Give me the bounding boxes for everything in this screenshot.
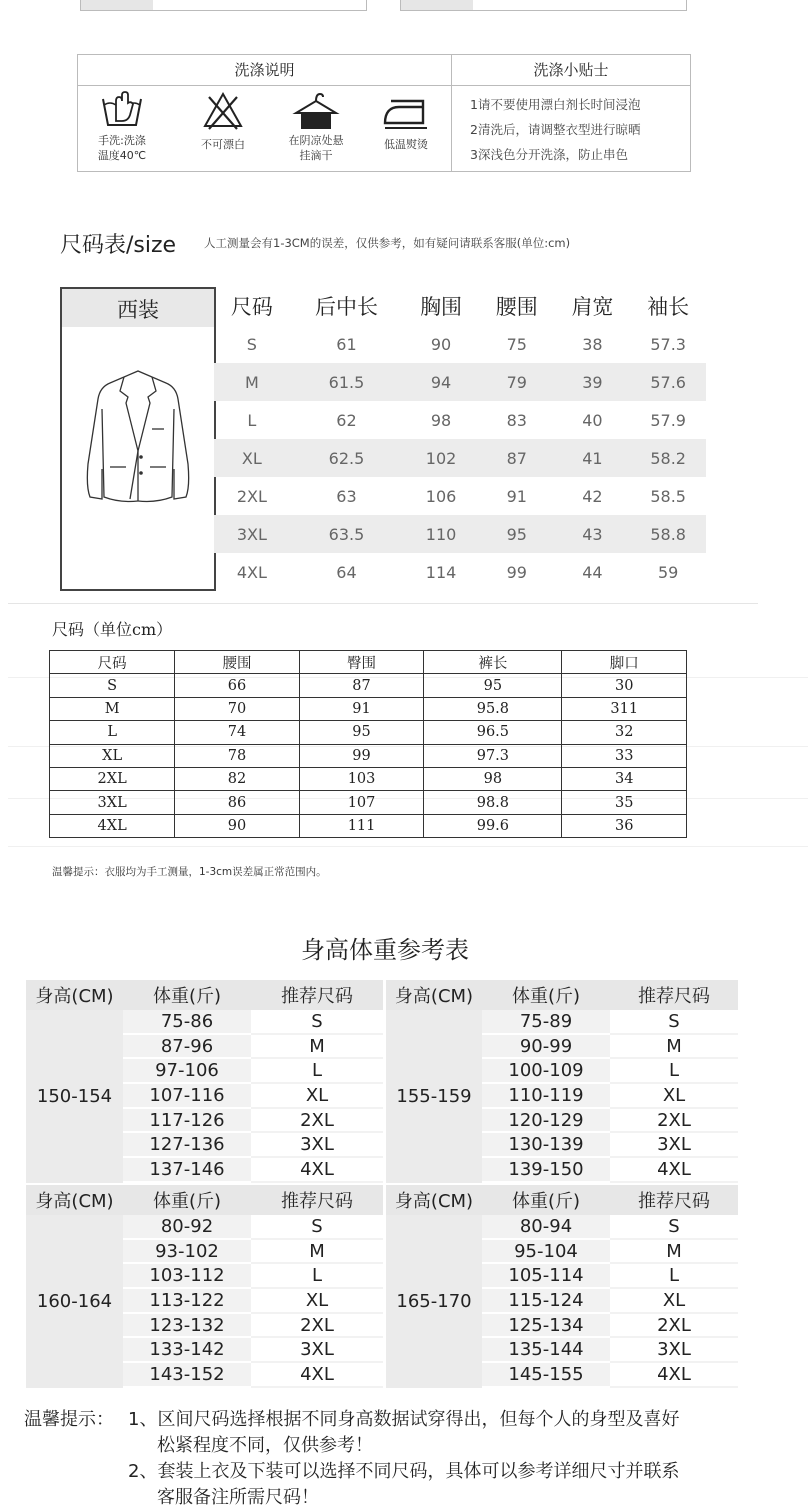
note-item-2-line-1: 2、套装上衣及下装可以选择不同尺码，具体可以参考详细尺寸并联系 <box>128 1461 680 1482</box>
table-header-cell: 脚口 <box>562 651 687 674</box>
table-cell: 57.6 <box>630 363 706 401</box>
table-cell: 62.5 <box>290 439 404 477</box>
table-cell: 2XL <box>236 486 267 506</box>
size-cell: 3XL <box>610 1133 738 1158</box>
weight-cell: 97-106 <box>123 1059 251 1084</box>
table-cell: 35 <box>562 791 687 814</box>
table-cell: 64 <box>336 562 357 582</box>
table-row <box>214 439 706 477</box>
table-cell: 61.5 <box>290 363 404 401</box>
table-row <box>214 477 706 515</box>
table-cell: XL <box>50 744 175 767</box>
table-cell: 83 <box>506 410 527 430</box>
height-range-cell: 165-170 <box>386 1215 482 1388</box>
height-weight-table <box>386 980 738 1183</box>
wash-icon-label: 手洗:洗涤 <box>98 134 146 147</box>
table-cell: 98 <box>430 410 452 430</box>
table-cell: 79 <box>479 363 555 401</box>
weight-cell: 95-104 <box>482 1240 610 1265</box>
table-cell: 44 <box>582 562 603 582</box>
note-item-2-line-2: 客服备注所需尺码！ <box>157 1487 319 1508</box>
table-cell: 82 <box>175 767 300 790</box>
table-cell: 41 <box>555 439 631 477</box>
weight-cell: 103-112 <box>123 1264 251 1289</box>
weight-cell: 125-134 <box>482 1314 610 1339</box>
wash-divider <box>451 55 452 171</box>
table-row <box>50 767 687 790</box>
pants-table-title: 尺码（单位cm） <box>52 620 173 639</box>
table-cell: 97.3 <box>424 744 562 767</box>
table-cell: S <box>246 334 257 354</box>
weight-cell: 113-122 <box>123 1289 251 1314</box>
table-row <box>50 721 687 744</box>
weight-cell: 107-116 <box>123 1084 251 1109</box>
height-range-cell: 150-154 <box>26 1010 123 1183</box>
table-row <box>214 401 706 439</box>
weight-cell: 105-114 <box>482 1264 610 1289</box>
wash-header-left: 洗涤说明 <box>78 55 451 86</box>
table-cell: 95.8 <box>424 697 562 720</box>
weight-cell: 139-150 <box>482 1158 610 1183</box>
suit-size-table <box>214 287 706 591</box>
size-cell: 4XL <box>610 1363 738 1388</box>
size-table-title: 尺码表/size <box>60 233 177 258</box>
table-cell: 91 <box>299 697 424 720</box>
table-cell: 58.8 <box>630 515 706 553</box>
table-row <box>214 553 706 591</box>
low-iron-icon <box>381 91 431 131</box>
table-cell: 95 <box>299 721 424 744</box>
size-cell: S <box>251 1010 383 1035</box>
table-header-row <box>26 980 383 1010</box>
size-cell: XL <box>251 1289 383 1314</box>
table-cell: 99 <box>299 744 424 767</box>
table-row <box>50 697 687 720</box>
size-cell: M <box>610 1240 738 1265</box>
weight-cell: 130-139 <box>482 1133 610 1158</box>
size-cell: XL <box>610 1289 738 1314</box>
table-row <box>214 325 706 363</box>
weight-cell: 93-102 <box>123 1240 251 1265</box>
weight-cell: 75-89 <box>482 1010 610 1035</box>
table-cell: 90 <box>175 814 300 837</box>
weight-cell: 110-119 <box>482 1084 610 1109</box>
table-header-cell: 袖长 <box>647 295 690 319</box>
note-item-1-line-2: 松紧程度不同，仅供参考！ <box>157 1435 373 1456</box>
pants-table-note: 温馨提示：衣服均为手工测量，1-3cm误差属正常范围内。 <box>52 866 327 878</box>
table-cell: 57.3 <box>650 334 686 354</box>
table-cell: 4XL <box>236 562 267 582</box>
table-header-row <box>50 651 687 674</box>
note-item-1-line-1: 1、区间尺码选择根据不同身高数据试穿得出，但每个人的身型及喜好 <box>128 1409 680 1430</box>
table-cell: 70 <box>175 697 300 720</box>
size-cell: 2XL <box>251 1314 383 1339</box>
table-cell: 106 <box>425 486 457 506</box>
table-cell: M <box>50 697 175 720</box>
table-header-cell: 身高(CM) <box>386 980 482 1010</box>
wash-instructions-box <box>77 54 691 172</box>
size-cell: 2XL <box>610 1314 738 1339</box>
table-row <box>26 1010 383 1035</box>
table-header-cell: 胸围 <box>420 295 463 319</box>
wash-icon-label: 在阴凉处悬 <box>288 134 344 147</box>
size-cell: M <box>610 1035 738 1060</box>
table-cell: 311 <box>562 697 687 720</box>
table-header-cell: 体重(斤) <box>123 980 251 1010</box>
note-row <box>24 1485 319 1511</box>
table-header-row <box>214 287 706 325</box>
table-row <box>26 1215 383 1240</box>
table-cell: 61 <box>336 334 357 354</box>
weight-cell: 133-142 <box>123 1338 251 1363</box>
table-row <box>50 791 687 814</box>
table-cell: 94 <box>403 363 479 401</box>
suit-jacket-icon <box>80 369 196 519</box>
table-cell: 107 <box>299 791 424 814</box>
table-cell: 87 <box>479 439 555 477</box>
table-cell: L <box>50 721 175 744</box>
table-header-cell: 体重(斤) <box>482 980 610 1010</box>
section-divider <box>8 603 758 604</box>
table-cell: 103 <box>299 767 424 790</box>
table-header-cell: 裤长 <box>424 651 562 674</box>
table-cell: 40 <box>582 410 603 430</box>
table-cell: 32 <box>562 721 687 744</box>
table-cell: 86 <box>175 791 300 814</box>
size-cell: M <box>251 1035 383 1060</box>
weight-cell: 143-152 <box>123 1363 251 1388</box>
table-row <box>386 1215 738 1240</box>
table-header-cell: 体重(斤) <box>482 1185 610 1215</box>
weight-cell: 137-146 <box>123 1158 251 1183</box>
size-cell: 4XL <box>251 1158 383 1183</box>
height-weight-table <box>26 980 383 1183</box>
wash-header-right: 洗涤小贴士 <box>452 55 690 86</box>
height-range-cell: 155-159 <box>386 1010 482 1183</box>
table-cell: 33 <box>562 744 687 767</box>
size-cell: 3XL <box>251 1133 383 1158</box>
table-cell: XL <box>214 439 290 477</box>
table-cell: 63.5 <box>290 515 404 553</box>
height-range-cell: 160-164 <box>26 1215 123 1388</box>
table-cell: 43 <box>555 515 631 553</box>
table-row <box>214 515 706 553</box>
table-header-cell: 腰围 <box>495 295 538 319</box>
table-header-cell: 肩宽 <box>571 295 614 319</box>
size-cell: S <box>251 1215 383 1240</box>
table-cell: 30 <box>562 674 687 697</box>
table-header-cell: 身高(CM) <box>386 1185 482 1215</box>
table-cell: 58.5 <box>650 486 686 506</box>
table-cell: 42 <box>582 486 603 506</box>
hand-wash-icon <box>100 91 144 131</box>
weight-cell: 115-124 <box>482 1289 610 1314</box>
table-cell: 87 <box>299 674 424 697</box>
size-cell: L <box>610 1264 738 1289</box>
weight-cell: 123-132 <box>123 1314 251 1339</box>
notes-label: 温馨提示： <box>24 1409 114 1430</box>
table-cell: 110 <box>403 515 479 553</box>
table-cell: 102 <box>403 439 479 477</box>
table-cell: 2XL <box>50 767 175 790</box>
table-header-cell: 推荐尺码 <box>251 980 383 1010</box>
size-cell: 3XL <box>251 1338 383 1363</box>
table-header-row <box>386 980 738 1010</box>
table-cell: 95 <box>424 674 562 697</box>
size-cell: L <box>251 1059 383 1084</box>
weight-cell: 127-136 <box>123 1133 251 1158</box>
table-cell: 78 <box>175 744 300 767</box>
table-row <box>50 744 687 767</box>
height-weight-table <box>386 1185 738 1388</box>
wash-icon-label: 不可漂白 <box>201 138 245 151</box>
weight-cell: 80-94 <box>482 1215 610 1240</box>
guide-line <box>8 846 808 847</box>
suit-image-box <box>60 287 216 591</box>
top-cropped-box-right <box>400 0 687 11</box>
table-cell: 59 <box>657 562 679 582</box>
size-cell: 4XL <box>610 1158 738 1183</box>
suit-label: 西装 <box>62 289 214 327</box>
weight-cell: 87-96 <box>123 1035 251 1060</box>
table-cell: 98.8 <box>424 791 562 814</box>
wash-icon-label: 低温熨烫 <box>384 138 428 151</box>
table-cell: 39 <box>555 363 631 401</box>
table-cell: L <box>247 410 257 430</box>
weight-cell: 90-99 <box>482 1035 610 1060</box>
table-cell: 90 <box>430 334 452 354</box>
table-cell: 66 <box>175 674 300 697</box>
table-cell: 58.2 <box>630 439 706 477</box>
wash-tip-2: 2清洗后，请调整衣型进行晾晒 <box>470 122 641 137</box>
size-cell: 4XL <box>251 1363 383 1388</box>
table-header-cell: 尺码 <box>50 651 175 674</box>
size-cell: 3XL <box>610 1338 738 1363</box>
table-cell: 96.5 <box>424 721 562 744</box>
size-cell: XL <box>610 1084 738 1109</box>
size-cell: S <box>610 1215 738 1240</box>
table-cell: 114 <box>425 562 457 582</box>
table-header-row <box>26 1185 383 1215</box>
size-cell: 2XL <box>251 1109 383 1134</box>
table-header-cell: 推荐尺码 <box>610 1185 738 1215</box>
weight-cell: 100-109 <box>482 1059 610 1084</box>
size-cell: L <box>251 1264 383 1289</box>
table-cell: S <box>50 674 175 697</box>
size-cell: S <box>610 1010 738 1035</box>
table-cell: 3XL <box>214 515 290 553</box>
table-cell: 3XL <box>50 791 175 814</box>
weight-cell: 117-126 <box>123 1109 251 1134</box>
table-cell: 95 <box>479 515 555 553</box>
weight-cell: 145-155 <box>482 1363 610 1388</box>
table-cell: 91 <box>506 486 527 506</box>
weight-cell: 75-86 <box>123 1010 251 1035</box>
table-header-cell: 后中长 <box>314 295 378 319</box>
table-header-cell: 身高(CM) <box>26 980 123 1010</box>
size-notes <box>24 1407 680 1511</box>
table-header-cell: 体重(斤) <box>123 1185 251 1215</box>
table-cell: 63 <box>336 486 357 506</box>
table-cell: 75 <box>506 334 527 354</box>
wash-icon-item <box>371 91 441 152</box>
size-cell: 2XL <box>610 1109 738 1134</box>
table-cell: 38 <box>582 334 603 354</box>
table-header-cell: 尺码 <box>230 295 273 319</box>
table-cell: 4XL <box>50 814 175 837</box>
wash-icon-item <box>281 91 351 163</box>
pants-size-table <box>49 650 687 838</box>
hang-dry-shade-icon <box>292 91 340 131</box>
wash-icon-label: 温度40℃ <box>97 149 147 162</box>
table-row <box>214 363 706 401</box>
table-cell: 62 <box>336 410 357 430</box>
height-weight-table <box>26 1185 383 1388</box>
table-cell: 99.6 <box>424 814 562 837</box>
table-header-cell: 腰围 <box>175 651 300 674</box>
table-header-row <box>386 1185 738 1215</box>
table-header-cell: 推荐尺码 <box>610 980 738 1010</box>
table-cell: 34 <box>562 767 687 790</box>
no-bleach-icon <box>201 91 245 131</box>
note-row <box>24 1459 680 1485</box>
size-table-note: 人工测量会有1-3CM的误差，仅供参考，如有疑问请联系客服(单位:cm) <box>204 236 571 250</box>
table-cell: 36 <box>562 814 687 837</box>
height-weight-title: 身高体重参考表 <box>301 936 469 964</box>
table-cell: 111 <box>299 814 424 837</box>
table-cell: 57.9 <box>650 410 686 430</box>
wash-tip-3: 3深浅色分开洗涤，防止串色 <box>470 147 628 162</box>
table-cell: M <box>214 363 290 401</box>
table-header-cell: 推荐尺码 <box>251 1185 383 1215</box>
top-cropped-box-left <box>80 0 367 11</box>
table-row <box>50 674 687 697</box>
wash-icon-item <box>188 91 258 152</box>
size-cell: L <box>610 1059 738 1084</box>
table-cell: 74 <box>175 721 300 744</box>
table-cell: 99 <box>506 562 527 582</box>
table-row <box>386 1010 738 1035</box>
table-header-cell: 臀围 <box>299 651 424 674</box>
note-row <box>24 1407 680 1433</box>
weight-cell: 135-144 <box>482 1338 610 1363</box>
weight-cell: 120-129 <box>482 1109 610 1134</box>
table-header-cell: 身高(CM) <box>26 1185 123 1215</box>
note-row <box>24 1433 373 1459</box>
wash-icon-label: 挂滴干 <box>299 149 333 162</box>
table-cell: 98 <box>424 767 562 790</box>
size-cell: M <box>251 1240 383 1265</box>
weight-cell: 80-92 <box>123 1215 251 1240</box>
table-row <box>50 814 687 837</box>
size-cell: XL <box>251 1084 383 1109</box>
wash-tip-1: 1请不要使用漂白剂长时间浸泡 <box>470 97 641 112</box>
wash-icon-item <box>87 91 157 163</box>
